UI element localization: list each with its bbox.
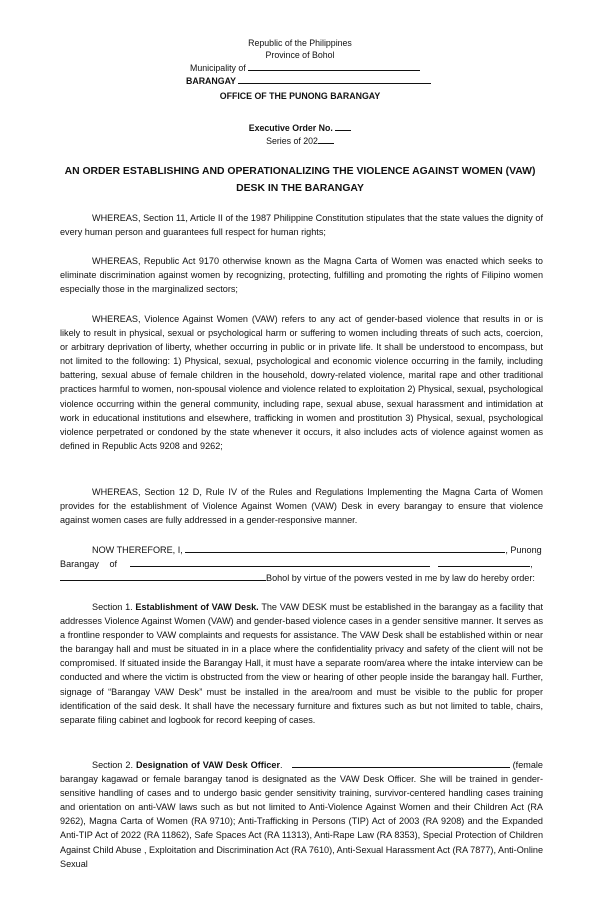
barangay-of-label: Barangay of: [60, 559, 118, 569]
order-clause: Bohol by virtue of the powers vested in me by law do hereby order:: [266, 573, 535, 583]
section-2-number: Section 2.: [92, 760, 133, 770]
series-label: Series of 202: [266, 136, 318, 146]
province-line: Province of Bohol: [265, 50, 335, 60]
whereas-constitution: WHEREAS, Section 11, Article II of the 1987 Philippine Constitution stipulates that the state values the dignity of every human person and guarantees full respect for human rights;: [60, 213, 543, 238]
barangay-blank[interactable]: [238, 74, 431, 84]
order-label: Executive Order No.: [248, 123, 333, 133]
barangay-line: [186, 74, 486, 87]
order-number-line: [0, 121, 600, 134]
series-line: [0, 134, 600, 147]
series-blank[interactable]: [318, 134, 334, 144]
republic-line: Republic of the Philippines: [248, 38, 352, 48]
bohol-order-line: [60, 571, 543, 585]
whereas-vaw-definition: WHEREAS, Violence Against Women (VAW) refers to any act of gender-based violence that results in or is likely to result in physical, sexual or psychological harm or suffering to women including threats of such acts, coercion, or arbitrary deprivation of liberty, whether occurring in public or in private life. It shall be understood to encompass, but not limited to the following: 1) Physical, sexual, psychological and economic violence occurring in the family, including battering, sexual abuse of female children in the household, dowry-related violence, marital rape and other traditional practices harmful to women, non-spousal violence and violence related to exploitation 2) Physical, sexual, psychological violence occurring within the general community, including rape, sexual abuse, sexual harassment and intimidation at work in educational institutions and elsewhere, trafficking in women and prostitution 3) Physical, sexual, psychological violence perpetrated or condoned by the state whenever it occurs, it also includes acts of violence against women as defined in Republic Acts 9208 and 9262;: [60, 314, 543, 451]
section-1: [60, 600, 543, 727]
document-title: AN ORDER ESTABLISHING AND OPERATIONALIZING THE VIOLENCE AGAINST WOMEN (VAW) DESK IN THE BARANGAY: [64, 166, 536, 194]
now-therefore-text: NOW THEREFORE, I,: [92, 545, 183, 555]
section-1-number: Section 1.: [92, 602, 133, 612]
municipality-line: [190, 61, 490, 74]
barangay-of-line: [60, 557, 543, 571]
municipality-of-blank[interactable]: [438, 557, 530, 567]
section-2-period: .: [280, 760, 283, 770]
barangay-of-blank[interactable]: [130, 557, 430, 567]
office-title: OFFICE OF THE PUNONG BARANGAY: [219, 91, 381, 101]
municipality-label: Municipality of: [190, 63, 246, 73]
barangay-label: BARANGAY: [186, 76, 237, 86]
whereas-section-12d: WHEREAS, Section 12 D, Rule IV of the Rules and Regulations Implementing the Magna Carta of Women provides for the establishment of Violence Against Women (VAW) Desk in every barangay to ensure that violence against women cases are fully addressed in a gender-responsive manner.: [60, 487, 543, 526]
municipality-blank[interactable]: [248, 61, 420, 71]
whereas-magna-carta: WHEREAS, Republic Act 9170 otherwise known as the Magna Carta of Women was enacted which seeks to eliminate discrimination against women by recognizing, protecting, fulfilling and promoting the rights of Filipino women especially those in the marginalized sectors;: [60, 256, 543, 295]
office-line: [0, 90, 600, 102]
section-2-body: (female barangay kagawad or female barangay tanod is designated as the VAW Desk Officer. She will be trained in gender-sensitive handling of cases and to undergo basic gender sensitivity training, survivor-centered handling cases training and orientation on anti-VAW laws such as but not limited to Anti-Violence Against Women and their Children Act (RA 9262), Magna Carta of Women (RA 9710); Anti-Trafficking in Persons (TIP) Act of 2003 (RA 9208) and the Expanded Anti-TIP Act of 2022 (RA 11862), Safe Spaces Act (RA 11313), Anti-Rape Law (RA 8353), Special Protection of Children Against Child Abuse , Exploitation and Discrimination Act (RA 7610), Anti-Sexual Harassment Act (RA 7877), Anti-Online Sexual: [60, 760, 543, 869]
section-2: [60, 758, 543, 871]
order-number-blank[interactable]: [335, 121, 351, 131]
punong-label: , Punong: [505, 545, 542, 555]
comma-text: ,: [530, 559, 533, 569]
section-1-heading: Establishment of VAW Desk.: [135, 602, 259, 612]
now-therefore-line: [60, 543, 543, 557]
town-blank[interactable]: [60, 571, 266, 581]
punong-name-blank[interactable]: [185, 543, 505, 553]
section-2-heading: Designation of VAW Desk Officer: [136, 760, 280, 770]
desk-officer-blank[interactable]: [292, 758, 510, 768]
section-1-body: The VAW DESK must be established in the barangay as a facility that addresses Violence Against Women (VAW) and gender-based violence cases in a gender sensitive manner. It serves as a frontline responder to VAW complaints and requests for assistance. The VAW Desk shall be established within or near the barangay hall and must be situated in in a place where the confidentiality privacy and safety of the client will not be compromised. If situated inside the Barangay Hall, it must have a separate room/area where the intake interview can be conducted and where the victim is obstructed from the view or hearing of other people inside the barangay hall. Further, signage of “Barangay VAW Desk” must be installed in the area/room and must be visible to the public for proper identification of the said desk. It shall have the necessary furniture and fixtures such as but not limited to table, chairs, separate filing cabinet and logbook for record keeping of cases.: [60, 602, 543, 725]
